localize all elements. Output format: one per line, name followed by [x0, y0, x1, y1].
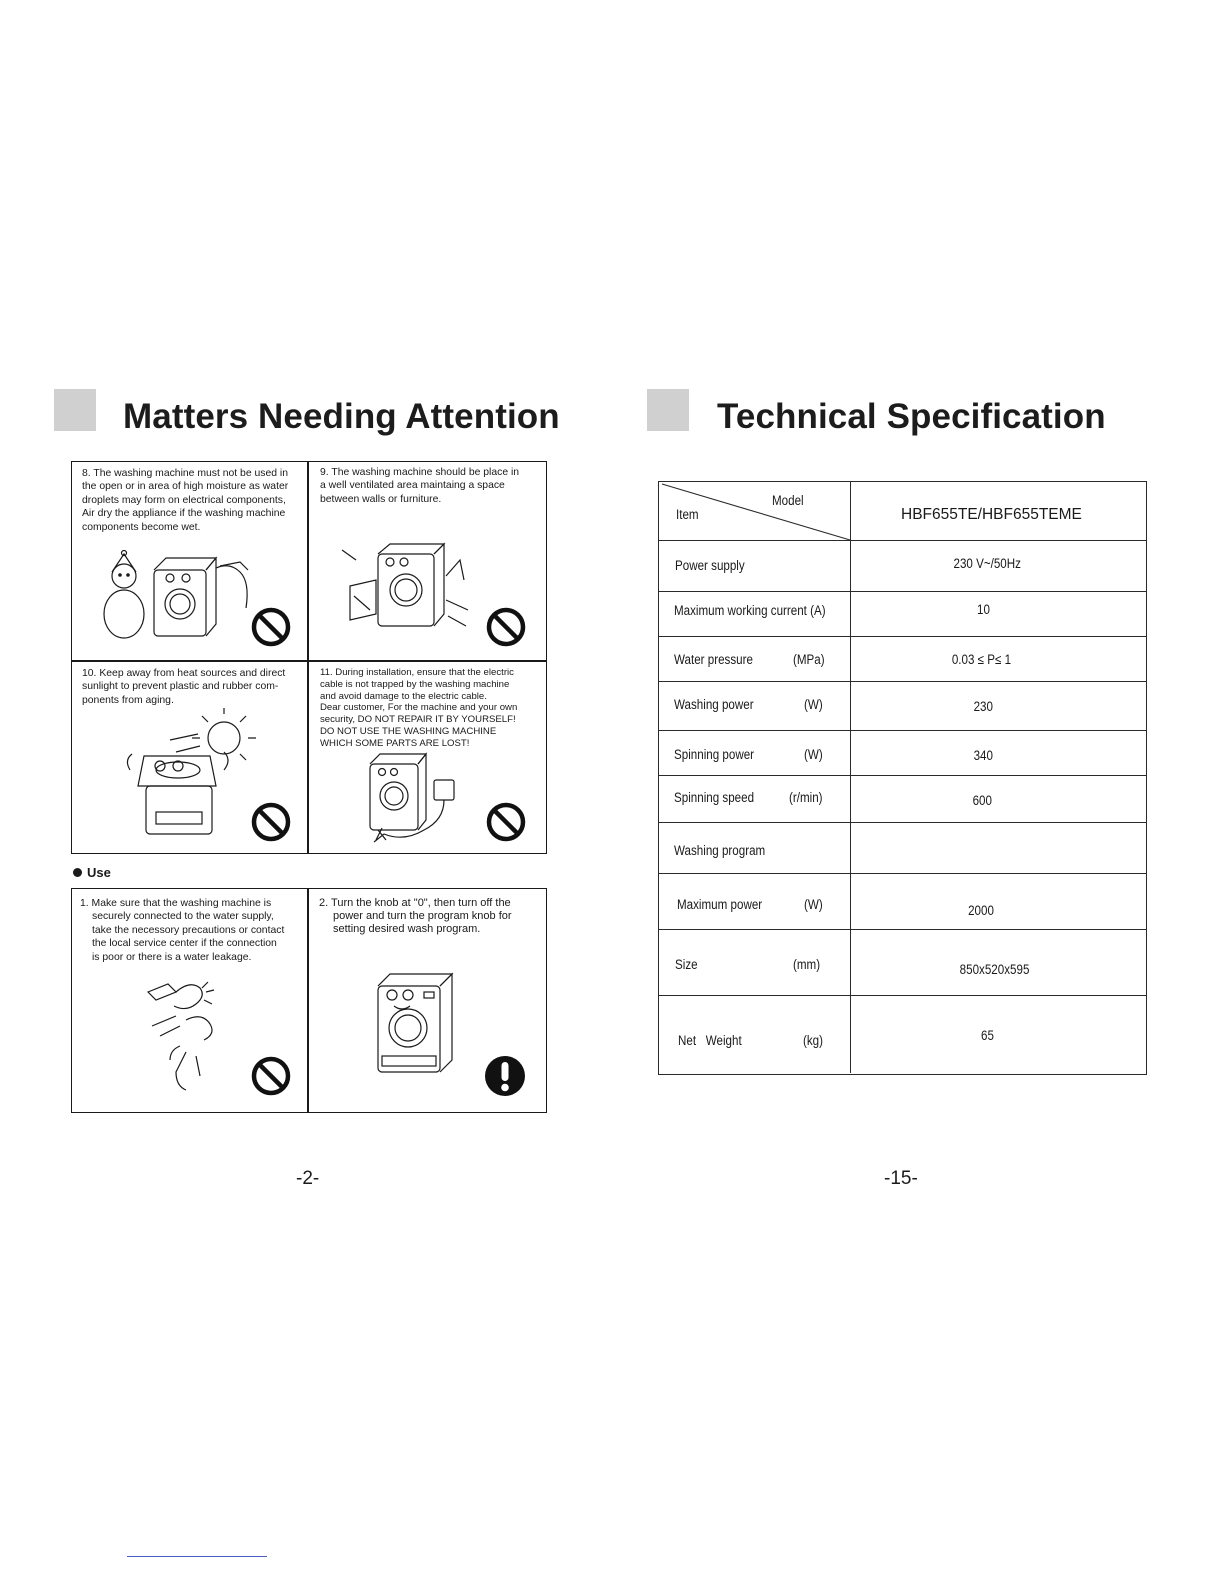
- spec-value-washing-power: 230: [973, 699, 993, 714]
- spec-label-net-weight: Net Weight: [678, 1033, 742, 1048]
- page-number-left: -2-: [296, 1168, 320, 1189]
- page-title-tech-spec: Technical Specification: [717, 397, 1106, 436]
- section-marker-left: [54, 389, 96, 431]
- spec-unit-net-weight: (kg): [803, 1033, 823, 1048]
- grid-divider: [307, 888, 309, 1113]
- page-number-right: -15-: [884, 1168, 918, 1189]
- spec-value-spinning-power: 340: [973, 748, 993, 763]
- bullet-icon: [73, 868, 82, 877]
- grid-divider: [307, 461, 309, 854]
- spec-value-size: 850x520x595: [959, 962, 1030, 977]
- prohibited-icon: [485, 606, 527, 648]
- spec-value-max-power: 2000: [968, 903, 994, 918]
- footer-link-underline: [127, 1556, 267, 1557]
- use-1-text: 1. Make sure that the washing machine is securely connected to the water supply, take the necessory precautions or contact the local service center if the connection is poor or there is a water leakage.: [80, 898, 285, 963]
- page-title-matters: Matters Needing Attention: [123, 397, 560, 436]
- prohibited-icon: [485, 801, 527, 843]
- snowman-washer-illustration: [100, 548, 260, 640]
- spec-row-divider: [658, 636, 1147, 637]
- spec-value-water-pressure: 0.03 ≤ P≤ 1: [951, 652, 1012, 667]
- spec-label-water-pressure: Water pressure: [674, 652, 753, 667]
- spec-row-divider: [658, 591, 1147, 592]
- spec-value-spinning-speed: 600: [972, 793, 992, 808]
- spec-unit-spinning-power: (W): [804, 747, 823, 762]
- spec-unit-max-power: (W): [804, 897, 823, 912]
- spec-label-size: Size: [675, 957, 698, 972]
- warning-9-text: 9. The washing machine should be place in a well ventilated area maintaing a space between walls or furniture.: [320, 467, 520, 505]
- spec-label-power-supply: Power supply: [675, 558, 745, 573]
- electric-cable-washer-illustration: [364, 750, 474, 846]
- prohibited-icon: [250, 801, 292, 843]
- spec-unit-water-pressure: (MPa): [793, 652, 825, 667]
- warning-11-text: 11. During installation, ensure that the electric cable is not trapped by the washing machine and avoid damage to the electric cable. Dear customer, For the machine and your own security, DO NOT REPAIR IT BY YOURSELF! DO NOT USE THE WASHING MACHINE WHICH SOME PARTS ARE LOST!: [320, 667, 518, 749]
- spec-row-divider: [658, 873, 1147, 874]
- attention-icon: [484, 1055, 526, 1097]
- spec-label-max-current: Maximum working current (A): [674, 603, 826, 618]
- spec-row-divider: [658, 730, 1147, 731]
- spec-row-divider: [658, 822, 1147, 823]
- spec-label-washing-power: Washing power: [674, 697, 754, 712]
- spec-label-spinning-speed: Spinning speed: [674, 790, 755, 805]
- spec-label-washing-program: Washing program: [674, 843, 766, 858]
- prohibited-icon: [250, 1055, 292, 1097]
- spec-label-max-power: Maximum power: [677, 897, 763, 912]
- spec-value-net-weight: 65: [981, 1028, 994, 1043]
- spec-row-divider: [658, 775, 1147, 776]
- grid-divider: [71, 660, 547, 662]
- spec-row-divider: [658, 995, 1147, 996]
- spec-value-max-current: 10: [977, 602, 990, 617]
- sun-heat-washer-illustration: [120, 706, 260, 838]
- prohibited-icon: [250, 606, 292, 648]
- water-supply-illustration: [146, 976, 226, 1094]
- washing-machine-illustration: [374, 968, 460, 1076]
- spec-unit-size: (mm): [793, 957, 821, 972]
- spec-table-divider: [850, 481, 851, 1073]
- spec-row-divider: [658, 681, 1147, 682]
- spec-row-divider: [658, 929, 1147, 930]
- spec-unit-spinning-speed: (r/min): [789, 790, 823, 805]
- section-marker-right: [647, 389, 689, 431]
- use-section-label: Use: [73, 865, 111, 880]
- use-2-text: 2. Turn the knob at "0", then turn off the power and turn the program knob for setting desired wash program.: [319, 897, 512, 936]
- header-item-label: Item: [676, 507, 699, 522]
- warning-10-text: 10. Keep away from heat sources and direct sunlight to prevent plastic and rubber com- ponents from aging.: [82, 668, 286, 706]
- ventilated-washer-illustration: [340, 540, 470, 630]
- spec-value-power-supply: 230 V~/50Hz: [953, 556, 1021, 571]
- model-value: HBF655TE/HBF655TEME: [901, 506, 1082, 523]
- header-model-label: Model: [772, 493, 804, 508]
- warning-8-text: 8. The washing machine must not be used in the open or in area of high moisture as water droplets may form on electrical components, Air dry the appliance if the washing machine components become wet.: [82, 468, 289, 533]
- spec-label-spinning-power: Spinning power: [674, 747, 755, 762]
- spec-unit-washing-power: (W): [804, 697, 823, 712]
